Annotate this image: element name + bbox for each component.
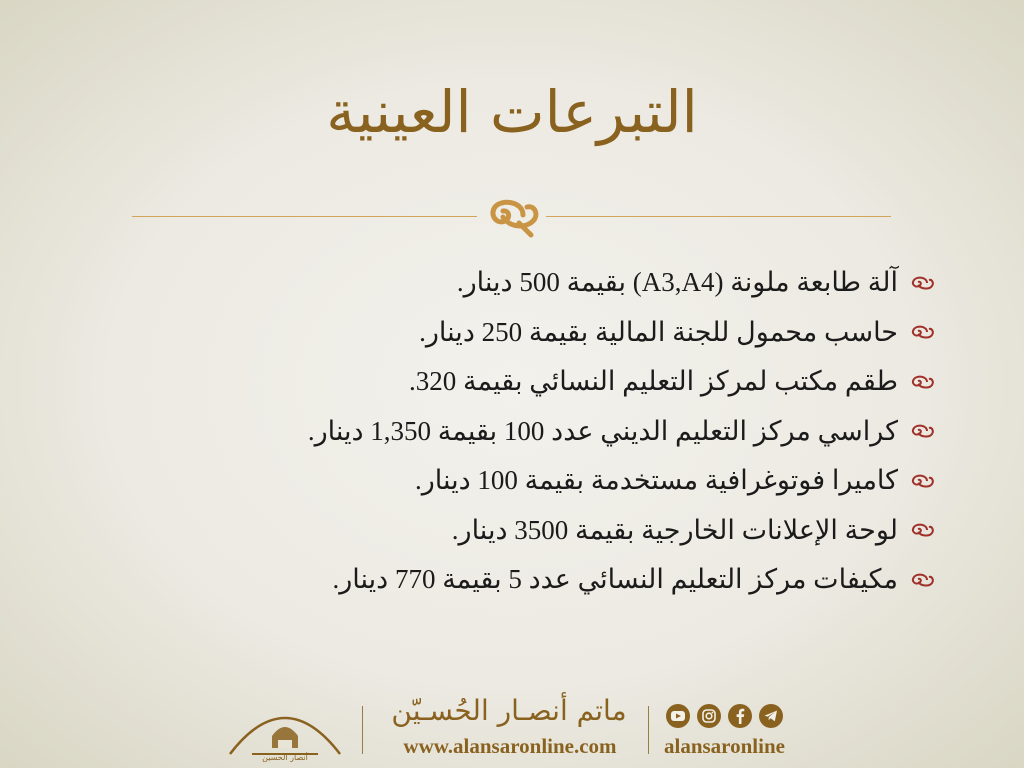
brand-name: ماتم أنصـار الحُسـيّن [391,694,627,727]
instagram-icon[interactable] [697,704,721,728]
bullet-text: حاسب محمول للجنة المالية بقيمة 250 دينار. [419,316,898,347]
ornament-icon [904,570,936,590]
bullet-item [176,456,936,506]
brand-logo [222,696,348,762]
facebook-icon[interactable] [728,704,752,728]
divider-line-right [546,216,891,217]
website-link[interactable]: www.alansaronline.com [403,734,617,758]
divider-line-left [132,216,477,217]
bullet-text: لوحة الإعلانات الخارجية بقيمة 3500 دينار. [451,514,898,545]
bullet-text: طقم مكتب لمركز التعليم النسائي بقيمة 320. [409,366,898,397]
ornament-icon [904,273,936,293]
bullet-text: كاميرا فوتوغرافية مستخدمة بقيمة 100 دينار. [414,465,898,496]
bullet-text: مكيفات مركز التعليم النسائي عدد 5 بقيمة 770 دينار. [332,564,898,595]
ornament-icon [904,421,936,441]
ornament-icon [904,372,936,392]
ornament-icon [904,520,936,540]
bullet-item [176,308,936,358]
bullet-item [176,506,936,556]
social-icons [666,704,783,728]
bullet-item [176,407,936,457]
bullet-item [176,258,936,308]
slide-title: التبرعات العينية [326,78,698,146]
bullet-item [176,555,936,605]
bullet-text: آلة طابعة ملونة (A3,A4) بقيمة 500 دينار. [456,267,898,298]
telegram-icon[interactable] [759,704,783,728]
flourish-icon [477,192,547,240]
svg-text:أنصار الحسين: أنصار الحسين [262,753,308,762]
bullet-item [176,357,936,407]
ornament-icon [904,471,936,491]
ornament-icon [904,322,936,342]
social-handle: alansaronline [664,734,785,758]
youtube-icon[interactable] [666,704,690,728]
bullet-list [176,258,936,605]
footer-separator [362,706,363,754]
footer-separator [648,706,649,754]
bullet-text: كراسي مركز التعليم الديني عدد 100 بقيمة 1,350 دينار. [307,415,898,446]
